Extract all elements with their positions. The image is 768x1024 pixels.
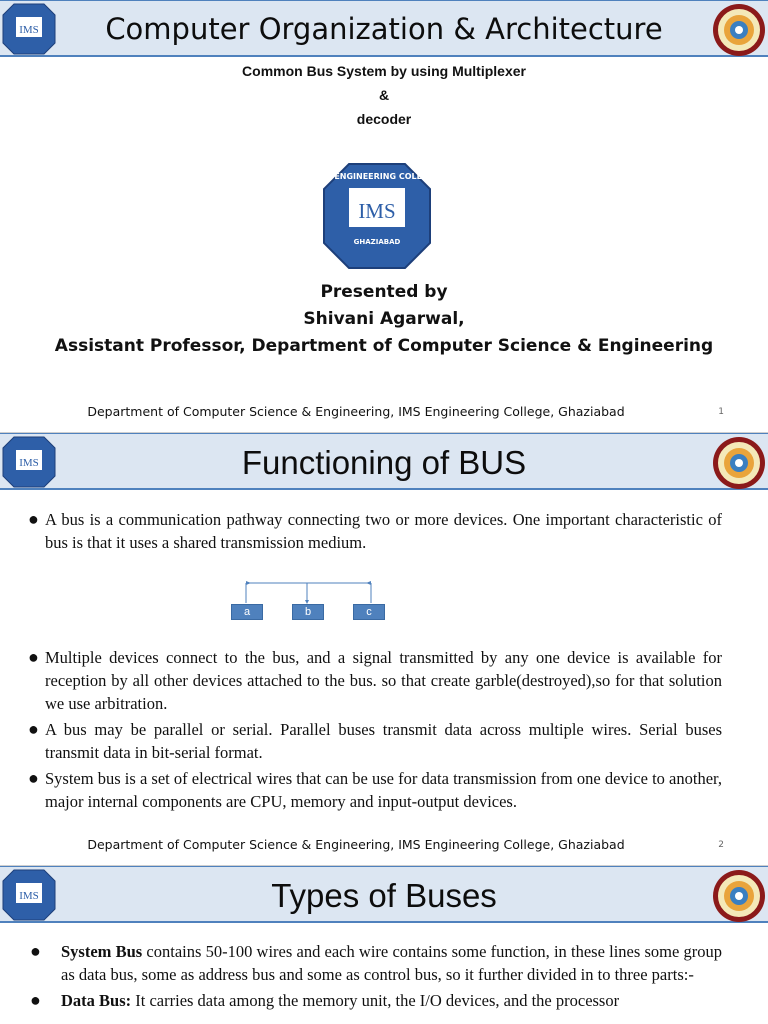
university-emblem-icon (712, 3, 766, 57)
list-item: ● A bus is a communication pathway connecting two or more devices. One important characteristic of bus is that it uses a shared transmission medium. (28, 509, 722, 552)
subtitle-line-3: decoder (356, 111, 412, 127)
list-item: ● A bus may be parallel or serial. Parallel buses transmit data across multiple wires. Serial buses transmit data in bit-serial format. (28, 719, 722, 762)
ims-college-logo-icon (2, 869, 56, 921)
ims-engineering-college-logo-icon (314, 162, 440, 270)
bullet-list (30, 940, 722, 1015)
university-emblem-icon (712, 869, 766, 923)
university-emblem-icon (712, 436, 766, 490)
presented-by: Presented by (320, 282, 448, 302)
list-item: ● System Bus contains 50-100 wires and each wire contains some function, in these lines some group as data bus, some as address bus and some as control bus, so it further divided in to three parts:- (30, 941, 723, 984)
slide-title: Functioning of BUS (241, 444, 527, 481)
bullet-list-bottom (28, 646, 722, 816)
bullet-term: System Bus (61, 942, 143, 961)
header-banner (0, 433, 768, 490)
svg-text:IMS: IMS (358, 199, 396, 223)
device-box-a: a (231, 604, 263, 620)
slide-3 (0, 866, 768, 1024)
list-item: ● Data Bus: It carries data among the memory unit, the I/O devices, and the processor (30, 990, 620, 1010)
device-box-c: c (353, 604, 385, 620)
bullet-list-top (28, 508, 722, 557)
svg-text:IMS: IMS (19, 457, 39, 469)
header-title: Computer Organization & Architecture (105, 12, 663, 46)
header-banner (0, 866, 768, 923)
subtitle-line-2: & (378, 87, 390, 103)
header-banner (0, 0, 768, 57)
presenter-name: Shivani Agarwal, (303, 309, 465, 329)
list-item: ● System bus is a set of electrical wires that can be use for data transmission from one device to another, major internal components are CPU, memory and input-output devices. (28, 768, 722, 811)
slide-footer: Department of Computer Science & Engineering, IMS Engineering College, Ghaziabad (87, 837, 625, 852)
svg-text:GHAZIABAD: GHAZIABAD (353, 238, 401, 246)
bullet-term: Data Bus: (61, 991, 132, 1010)
subtitle-line-1: Common Bus System by using Multiplexer (242, 63, 526, 79)
device-box-b: b (292, 604, 324, 620)
list-item: ● Multiple devices connect to the bus, and a signal transmitted by any one device is available for reception by all other devices attached to the bus. so that create garble(destroyed),so for that solution we use arbitration. (28, 647, 722, 713)
page-number: 1 (718, 407, 724, 417)
bullet-text: Multiple devices connect to the bus, and a signal transmitted by any one device is available for reception by all other devices attached to the bus. so that create garble(destroyed),so for that solution we use arbitration. (45, 648, 722, 713)
bullet-text: contains 50-100 wires and each wire contains some function, in these lines some group as data bus, some as address bus and some as control bus, so it further divided in to three parts:- (61, 942, 723, 984)
slide-title: Types of Buses (271, 877, 497, 914)
bullet-text: A bus is a communication pathway connecting two or more devices. One important characteristic of bus is that it uses a shared transmission medium. (45, 510, 722, 552)
svg-text:IMS: IMS (19, 890, 39, 902)
page-number: 2 (718, 840, 724, 850)
bullet-text: It carries data among the memory unit, the I/O devices, and the processor (131, 991, 620, 1010)
ims-college-logo-icon (2, 436, 56, 488)
svg-text:IMS: IMS (19, 24, 39, 36)
slide-footer: Department of Computer Science & Engineering, IMS Engineering College, Ghaziabad (87, 404, 625, 419)
bullet-text: A bus may be parallel or serial. Parallel buses transmit data across multiple wires. Serial buses transmit data in bit-serial format. (45, 720, 722, 762)
slide-2 (0, 433, 768, 865)
bus-diagram (225, 573, 395, 623)
slide-1 (0, 0, 768, 432)
ims-college-logo-icon (2, 3, 56, 55)
svg-text:IMS ENGINEERING COLLEGE: IMS ENGINEERING COLLEGE (314, 172, 440, 181)
bullet-text: System bus is a set of electrical wires that can be use for data transmission from one device to another, major internal components are CPU, memory and input-output devices. (45, 769, 722, 811)
presenter-role: Assistant Professor, Department of Computer Science & Engineering (54, 336, 714, 356)
